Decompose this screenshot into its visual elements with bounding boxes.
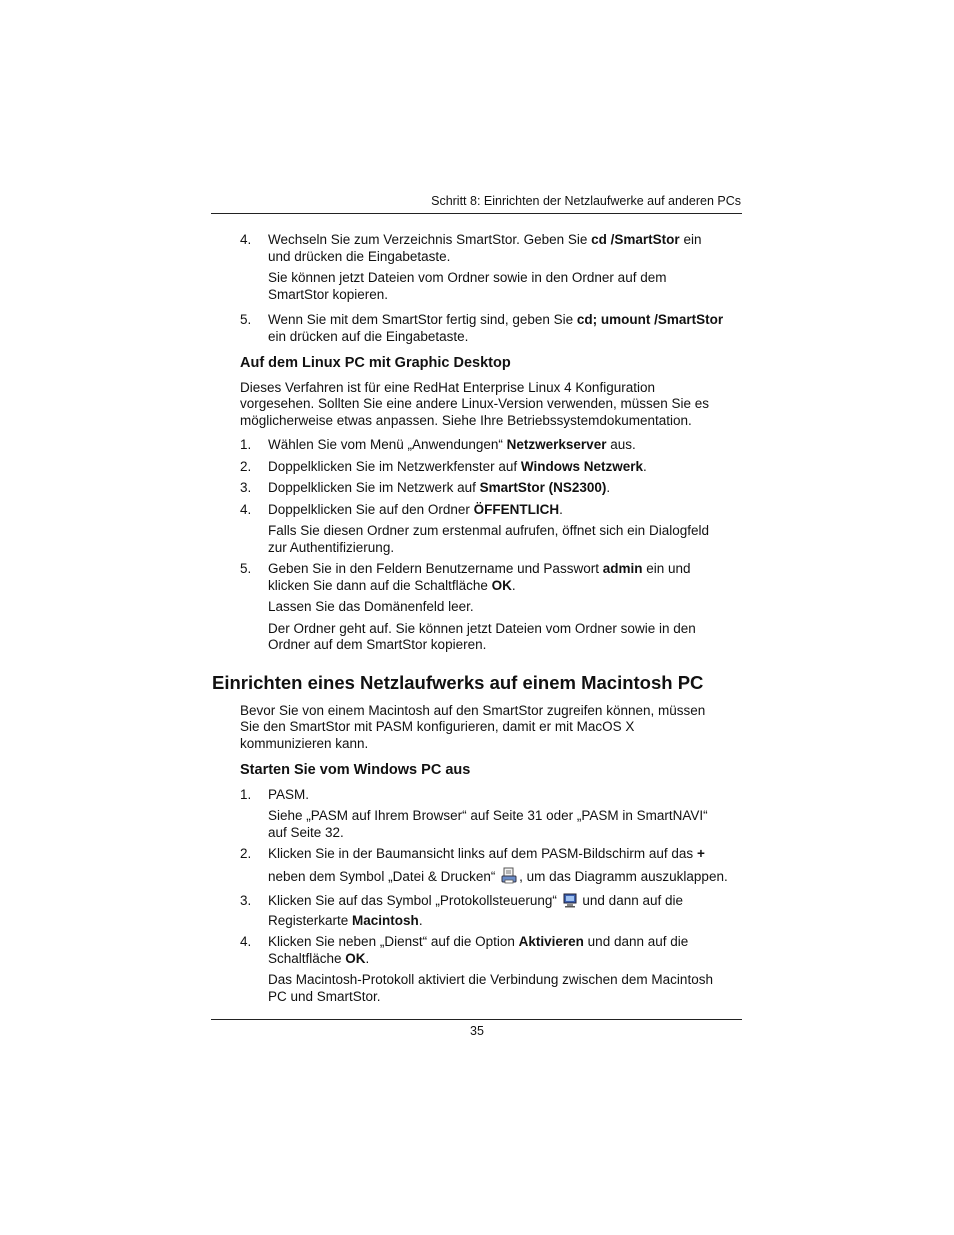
list-item-note: Lassen Sie das Domänenfeld leer. bbox=[268, 599, 474, 614]
file-print-icon bbox=[501, 867, 517, 889]
header-rule bbox=[211, 213, 742, 214]
linux-intro: Dieses Verfahren ist für eine RedHat Enterprise Linux 4 Konfiguration vorgesehen. Sollten Sie eine andere Linux-Version verwenden, müssen Sie es möglicherweise etwas anpassen. Siehe Ihre Betriebssystemdokumentation. bbox=[240, 379, 710, 428]
list-item: 4. Doppelklicken Sie auf den Ordner ÖFFENTLICH. bbox=[240, 501, 563, 517]
list-item: 2. Klicken Sie in der Baumansicht links auf dem PASM-Bildschirm auf das + neben dem Symbol „Datei & Drucken“ , um das Diagramm auszuklappen. bbox=[211, 846, 742, 888]
section-heading-linux: Auf dem Linux PC mit Graphic Desktop bbox=[240, 355, 511, 371]
list-item-note: Das Macintosh-Protokoll aktiviert die Verbindung zwischen dem Macintosh PC und SmartStor. bbox=[268, 972, 713, 1004]
list-item: 4. Wechseln Sie zum Verzeichnis SmartStor. Geben Sie cd /SmartStor ein und drücken die Eingabetaste. bbox=[240, 232, 702, 264]
page-content bbox=[211, 232, 742, 1010]
footer-rule bbox=[211, 1019, 742, 1020]
page-number: 35 bbox=[470, 1024, 484, 1038]
list-item: 1. Wählen Sie vom Menü „Anwendungen“ Netzwerkserver aus. bbox=[240, 437, 636, 452]
list-item: 2. Doppelklicken Sie im Netzwerkfenster auf Windows Netzwerk. bbox=[240, 458, 647, 474]
list-item: 1. PASM. bbox=[240, 786, 310, 802]
list-item-note: Siehe „PASM auf Ihrem Browser“ auf Seite 31 oder „PASM in SmartNAVI“ auf Seite 32. bbox=[268, 808, 708, 840]
list-item: 3. Doppelklicken Sie im Netzwerk auf SmartStor (NS2300). bbox=[240, 480, 611, 495]
list-item: 3. Klicken Sie auf das Symbol „Protokollsteuerung“ und dann auf die Registerkarte Macintosh. bbox=[240, 893, 683, 928]
list-item: 5. Geben Sie in den Feldern Benutzername und Passwort admin ein und klicken Sie dann auf die Schaltfläche OK. bbox=[240, 561, 691, 593]
protocol-control-icon bbox=[563, 893, 577, 913]
list-item-note: Sie können jetzt Dateien vom Ordner sowie in den Ordner auf dem SmartStor kopieren. bbox=[268, 270, 667, 302]
list-item-note: Der Ordner geht auf. Sie können jetzt Dateien vom Ordner sowie in den Ordner auf dem SmartStor kopieren. bbox=[268, 620, 696, 652]
list-item-note: Falls Sie diesen Ordner zum erstenmal aufrufen, öffnet sich ein Dialogfeld zur Authentifizierung. bbox=[268, 523, 709, 555]
running-header: Schritt 8: Einrichten der Netzlaufwerke auf anderen PCs bbox=[431, 194, 741, 208]
list-item: 4. Klicken Sie neben „Dienst“ auf die Option Aktivieren und dann auf die Schaltfläche OK. bbox=[240, 934, 689, 966]
section-heading-mac: Einrichten eines Netzlaufwerks auf einem Macintosh PC bbox=[212, 671, 704, 693]
mac-intro: Bevor Sie von einem Macintosh auf den SmartStor zugreifen können, müssen Sie den SmartStor mit PASM konfigurieren, damit er mit MacOS X kommunizieren kann. bbox=[240, 702, 706, 751]
subsection-heading-windows: Starten Sie vom Windows PC aus bbox=[240, 762, 471, 778]
list-item: 5. Wenn Sie mit dem SmartStor fertig sind, geben Sie cd; umount /SmartStor ein drücken auf die Eingabetaste. bbox=[240, 312, 724, 344]
